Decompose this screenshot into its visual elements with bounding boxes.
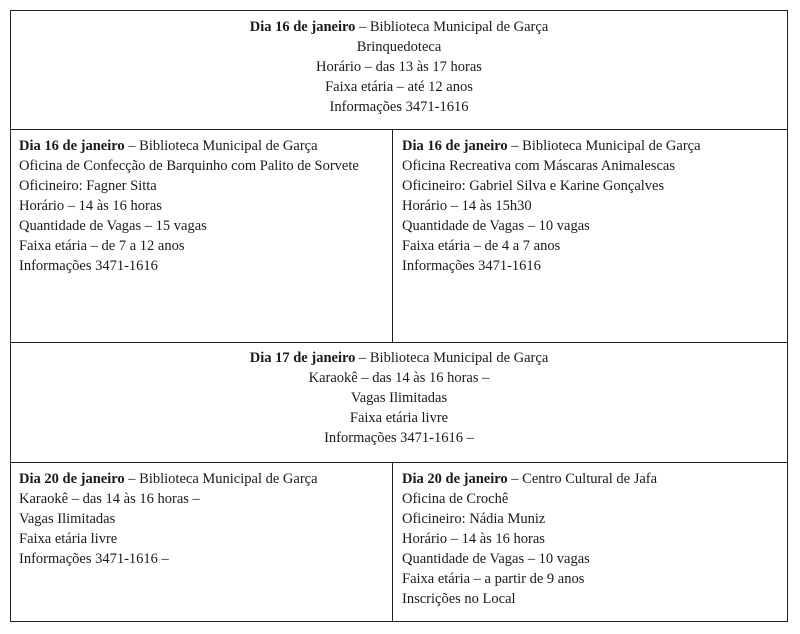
event-cell-5 [10, 462, 393, 622]
event-line: Oficina Recreativa com Máscaras Animalescas [402, 158, 675, 174]
event-line: Informações 3471-1616 [402, 258, 541, 274]
event-date: Dia 20 de janeiro [402, 471, 508, 487]
event-heading [11, 17, 787, 37]
schedule-table [10, 10, 788, 622]
event-line: Quantidade de Vagas – 15 vagas [19, 218, 207, 234]
event-heading [11, 348, 787, 368]
event-line: Oficineiro: Nádia Muniz [402, 511, 546, 527]
event-line: Quantidade de Vagas – 10 vagas [402, 551, 590, 567]
event-date: Dia 20 de janeiro [19, 471, 125, 487]
event-cell-6 [392, 462, 788, 622]
event-line: Faixa etária – de 7 a 12 anos [19, 238, 185, 254]
event-line: Horário – 14 às 16 horas [402, 531, 545, 547]
event-line: Quantidade de Vagas – 10 vagas [402, 218, 590, 234]
event-heading [402, 469, 781, 489]
event-line: Informações 3471-1616 [329, 99, 469, 115]
event-line: Informações 3471-1616 [19, 258, 158, 274]
event-venue: – Biblioteca Municipal de Garça [511, 138, 701, 154]
event-date: Dia 16 de janeiro [19, 138, 125, 154]
event-line: Brinquedoteca [356, 39, 442, 55]
event-line: Faixa etária – até 12 anos [325, 79, 473, 95]
event-line: Horário – 14 às 16 horas [19, 198, 162, 214]
event-line: Oficina de Crochê [402, 491, 509, 507]
event-line: Vagas Ilimitadas [350, 390, 448, 406]
event-heading [19, 136, 386, 156]
event-line: Oficina de Confecção de Barquinho com Palito de Sorvete [19, 158, 359, 174]
event-cell-4 [10, 342, 788, 463]
event-venue: – Biblioteca Municipal de Garça [359, 19, 549, 35]
event-cell-2 [10, 129, 393, 343]
event-line: Vagas Ilimitadas [19, 511, 116, 527]
event-cell-3 [392, 129, 788, 343]
event-heading [19, 469, 386, 489]
event-date: Dia 16 de janeiro [249, 19, 356, 35]
event-cell-1 [10, 10, 788, 130]
event-line: Faixa etária – de 4 a 7 anos [402, 238, 561, 254]
event-line: Karaokê – das 14 às 16 horas – [308, 370, 490, 386]
event-venue: – Biblioteca Municipal de Garça [128, 138, 318, 154]
event-date: Dia 17 de janeiro [249, 350, 356, 366]
event-date: Dia 16 de janeiro [402, 138, 508, 154]
event-line: Faixa etária livre [19, 531, 118, 547]
event-line: Informações 3471-1616 – [19, 551, 169, 567]
event-line: Oficineiro: Gabriel Silva e Karine Gonçalves [402, 178, 665, 194]
event-line: Karaokê – das 14 às 16 horas – [19, 491, 200, 507]
event-line: Inscrições no Local [402, 591, 516, 607]
event-line: Horário – das 13 às 17 horas [316, 59, 482, 75]
event-venue: – Biblioteca Municipal de Garça [128, 471, 318, 487]
event-line: Informações 3471-1616 – [324, 430, 474, 446]
event-venue: – Centro Cultural de Jafa [511, 471, 658, 487]
event-heading [402, 136, 781, 156]
event-line: Faixa etária – a partir de 9 anos [402, 571, 585, 587]
event-venue: – Biblioteca Municipal de Garça [359, 350, 549, 366]
event-line: Oficineiro: Fagner Sitta [19, 178, 157, 194]
event-line: Horário – 14 às 15h30 [402, 198, 532, 214]
event-line: Faixa etária livre [349, 410, 449, 426]
